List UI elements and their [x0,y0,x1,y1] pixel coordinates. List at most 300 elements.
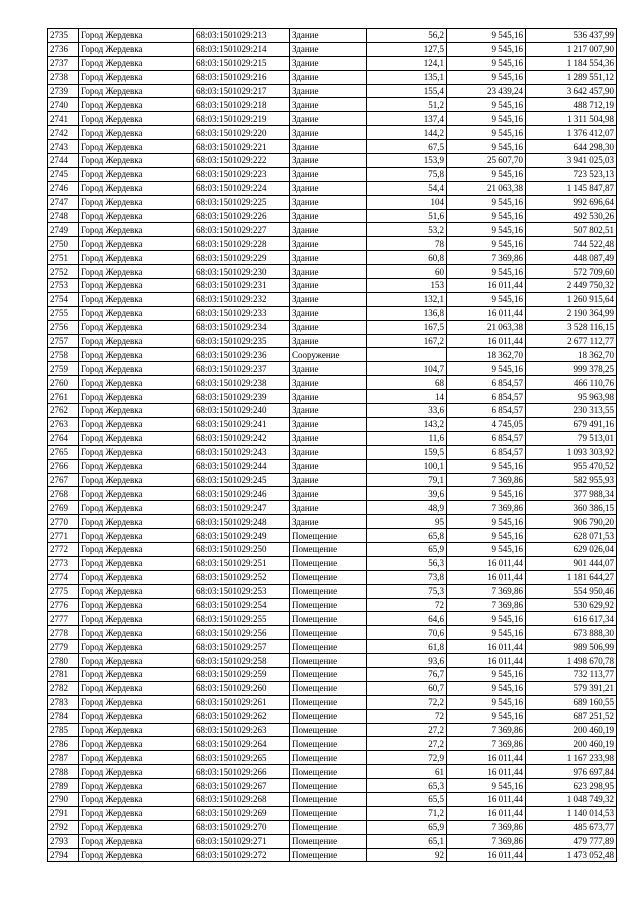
cadastral-number-cell: 68:03:1501029:233 [194,306,290,320]
area-cell: 104,7 [367,362,447,376]
row-number: 2745 [48,167,79,181]
area-cell: 127,5 [367,42,447,56]
locality-cell: Город Жердевка [79,806,194,820]
cadastral-value-cell: 579 391,21 [526,681,617,695]
object-type-cell: Сооружение [290,348,367,362]
area-cell: 72,9 [367,751,447,765]
object-type-cell: Здание [290,417,367,431]
object-type-cell: Здание [290,473,367,487]
cadastral-number-cell: 68:03:1501029:227 [194,223,290,237]
object-type-cell: Здание [290,334,367,348]
unit-value-cell: 25 607,70 [447,154,526,168]
object-type-cell: Помещение [290,598,367,612]
unit-value-cell: 9 545,16 [447,709,526,723]
cadastral-value-cell: 488 712,19 [526,98,617,112]
area-cell: 61 [367,765,447,779]
area-cell: 48,9 [367,501,447,515]
cadastral-number-cell: 68:03:1501029:235 [194,334,290,348]
row-number: 2765 [48,445,79,459]
table-row [48,529,617,543]
area-cell: 79,1 [367,473,447,487]
unit-value-cell: 9 545,16 [447,779,526,793]
object-type-cell: Здание [290,515,367,529]
object-type-cell: Помещение [290,654,367,668]
cadastral-value-cell: 1 260 915,64 [526,292,617,306]
cadastral-value-cell: 492 530,26 [526,209,617,223]
object-type-cell: Здание [290,362,367,376]
area-cell: 65,9 [367,542,447,556]
row-number: 2784 [48,709,79,723]
cadastral-value-cell: 2 190 364,99 [526,306,617,320]
object-type-cell: Здание [290,251,367,265]
cadastral-number-cell: 68:03:1501029:217 [194,84,290,98]
table-row [48,806,617,820]
row-number: 2736 [48,42,79,56]
cadastral-value-cell: 1 217 007,90 [526,42,617,56]
unit-value-cell: 9 545,16 [447,140,526,154]
row-number: 2785 [48,723,79,737]
area-cell: 137,4 [367,112,447,126]
table-row [48,417,617,431]
unit-value-cell: 9 545,16 [447,487,526,501]
area-cell: 61,8 [367,640,447,654]
unit-value-cell: 9 545,16 [447,167,526,181]
unit-value-cell: 6 854,57 [447,431,526,445]
cadastral-value-table [47,28,617,862]
cadastral-value-cell: 689 160,55 [526,695,617,709]
locality-cell: Город Жердевка [79,154,194,168]
cadastral-number-cell: 68:03:1501029:271 [194,834,290,848]
unit-value-cell: 16 011,44 [447,751,526,765]
area-cell: 132,1 [367,292,447,306]
cadastral-number-cell: 68:03:1501029:232 [194,292,290,306]
cadastral-number-cell: 68:03:1501029:225 [194,195,290,209]
unit-value-cell: 9 545,16 [447,42,526,56]
cadastral-number-cell: 68:03:1501029:230 [194,265,290,279]
area-cell: 60,7 [367,681,447,695]
locality-cell: Город Жердевка [79,765,194,779]
row-number: 2789 [48,779,79,793]
cadastral-value-cell: 679 491,16 [526,417,617,431]
unit-value-cell: 9 545,16 [447,515,526,529]
object-type-cell: Здание [290,320,367,334]
row-number: 2786 [48,737,79,751]
locality-cell: Город Жердевка [79,431,194,445]
object-type-cell: Здание [290,265,367,279]
unit-value-cell: 7 369,86 [447,598,526,612]
unit-value-cell: 16 011,44 [447,556,526,570]
row-number: 2762 [48,404,79,418]
locality-cell: Город Жердевка [79,695,194,709]
row-number: 2777 [48,612,79,626]
object-type-cell: Помещение [290,542,367,556]
table-row [48,84,617,98]
table-row [48,584,617,598]
locality-cell: Город Жердевка [79,265,194,279]
table-row [48,237,617,251]
cadastral-number-cell: 68:03:1501029:247 [194,501,290,515]
locality-cell: Город Жердевка [79,334,194,348]
cadastral-value-cell: 673 888,30 [526,626,617,640]
cadastral-number-cell: 68:03:1501029:269 [194,806,290,820]
unit-value-cell: 9 545,16 [447,542,526,556]
cadastral-number-cell: 68:03:1501029:238 [194,376,290,390]
row-number: 2782 [48,681,79,695]
object-type-cell: Здание [290,181,367,195]
row-number: 2783 [48,695,79,709]
cadastral-number-cell: 68:03:1501029:255 [194,612,290,626]
cadastral-number-cell: 68:03:1501029:249 [194,529,290,543]
area-cell: 93,6 [367,654,447,668]
cadastral-number-cell: 68:03:1501029:259 [194,667,290,681]
cadastral-number-cell: 68:03:1501029:216 [194,70,290,84]
cadastral-value-cell: 507 802,51 [526,223,617,237]
unit-value-cell: 9 545,16 [447,667,526,681]
area-cell: 76,7 [367,667,447,681]
unit-value-cell: 21 063,38 [447,320,526,334]
cadastral-number-cell: 68:03:1501029:213 [194,29,290,43]
row-number: 2750 [48,237,79,251]
object-type-cell: Здание [290,292,367,306]
row-number: 2790 [48,792,79,806]
unit-value-cell: 9 545,16 [447,362,526,376]
area-cell: 67,5 [367,140,447,154]
locality-cell: Город Жердевка [79,376,194,390]
cadastral-value-cell: 1 181 644,27 [526,570,617,584]
cadastral-value-cell: 1 473 052,48 [526,848,617,862]
area-cell: 75,3 [367,584,447,598]
object-type-cell: Помещение [290,820,367,834]
row-number: 2751 [48,251,79,265]
area-cell: 71,2 [367,806,447,820]
area-cell: 73,8 [367,570,447,584]
cadastral-value-cell: 1 498 670,78 [526,654,617,668]
cadastral-value-cell: 1 167 233,98 [526,751,617,765]
locality-cell: Город Жердевка [79,112,194,126]
cadastral-value-cell: 976 697,84 [526,765,617,779]
locality-cell: Город Жердевка [79,445,194,459]
area-cell: 60 [367,265,447,279]
area-cell: 65,9 [367,820,447,834]
row-number: 2779 [48,640,79,654]
row-number: 2759 [48,362,79,376]
row-number: 2780 [48,654,79,668]
object-type-cell: Помещение [290,695,367,709]
row-number: 2738 [48,70,79,84]
object-type-cell: Здание [290,140,367,154]
locality-cell: Город Жердевка [79,737,194,751]
object-type-cell: Здание [290,279,367,293]
cadastral-value-cell: 1 376 412,07 [526,126,617,140]
row-number: 2760 [48,376,79,390]
unit-value-cell: 16 011,44 [447,654,526,668]
table-row [48,501,617,515]
area-cell: 27,2 [367,737,447,751]
cadastral-number-cell: 68:03:1501029:260 [194,681,290,695]
cadastral-number-cell: 68:03:1501029:215 [194,56,290,70]
cadastral-value-cell: 999 378,25 [526,362,617,376]
locality-cell: Город Жердевка [79,834,194,848]
row-number: 2787 [48,751,79,765]
locality-cell: Город Жердевка [79,320,194,334]
row-number: 2788 [48,765,79,779]
area-cell: 159,5 [367,445,447,459]
area-cell: 155,4 [367,84,447,98]
locality-cell: Город Жердевка [79,348,194,362]
cadastral-number-cell: 68:03:1501029:237 [194,362,290,376]
row-number: 2739 [48,84,79,98]
cadastral-number-cell: 68:03:1501029:240 [194,404,290,418]
cadastral-number-cell: 68:03:1501029:256 [194,626,290,640]
area-cell: 51,2 [367,98,447,112]
cadastral-number-cell: 68:03:1501029:246 [194,487,290,501]
unit-value-cell: 16 011,44 [447,848,526,862]
cadastral-number-cell: 68:03:1501029:261 [194,695,290,709]
cadastral-value-cell: 1 093 303,92 [526,445,617,459]
area-cell: 56,2 [367,29,447,43]
object-type-cell: Здание [290,167,367,181]
locality-cell: Город Жердевка [79,612,194,626]
area-cell: 14 [367,390,447,404]
table-row [48,737,617,751]
cadastral-number-cell: 68:03:1501029:252 [194,570,290,584]
locality-cell: Город Жердевка [79,848,194,862]
table-row [48,695,617,709]
cadastral-value-cell: 2 449 750,32 [526,279,617,293]
row-number: 2770 [48,515,79,529]
unit-value-cell: 9 545,16 [447,195,526,209]
area-cell: 27,2 [367,723,447,737]
area-cell: 11,6 [367,431,447,445]
locality-cell: Город Жердевка [79,140,194,154]
unit-value-cell: 7 369,86 [447,473,526,487]
table-row [48,306,617,320]
cadastral-number-cell: 68:03:1501029:250 [194,542,290,556]
row-number: 2749 [48,223,79,237]
area-cell: 54,4 [367,181,447,195]
unit-value-cell: 6 854,57 [447,376,526,390]
object-type-cell: Помещение [290,556,367,570]
table-row [48,515,617,529]
object-type-cell: Здание [290,445,367,459]
cadastral-number-cell: 68:03:1501029:270 [194,820,290,834]
row-number: 2753 [48,279,79,293]
unit-value-cell: 21 063,38 [447,181,526,195]
row-number: 2746 [48,181,79,195]
locality-cell: Город Жердевка [79,181,194,195]
cadastral-value-cell: 200 460,19 [526,723,617,737]
table-row [48,792,617,806]
locality-cell: Город Жердевка [79,626,194,640]
cadastral-value-cell: 992 696,64 [526,195,617,209]
row-number: 2744 [48,154,79,168]
locality-cell: Город Жердевка [79,42,194,56]
unit-value-cell: 9 545,16 [447,265,526,279]
cadastral-number-cell: 68:03:1501029:229 [194,251,290,265]
cadastral-number-cell: 68:03:1501029:224 [194,181,290,195]
table-row [48,834,617,848]
cadastral-value-cell: 623 298,95 [526,779,617,793]
locality-cell: Город Жердевка [79,29,194,43]
cadastral-number-cell: 68:03:1501029:239 [194,390,290,404]
area-cell: 92 [367,848,447,862]
cadastral-value-cell: 2 677 112,77 [526,334,617,348]
row-number: 2758 [48,348,79,362]
locality-cell: Город Жердевка [79,292,194,306]
cadastral-number-cell: 68:03:1501029:272 [194,848,290,862]
row-number: 2741 [48,112,79,126]
cadastral-number-cell: 68:03:1501029:257 [194,640,290,654]
table-row [48,42,617,56]
table-body [48,29,617,862]
table-row [48,820,617,834]
object-type-cell: Помещение [290,626,367,640]
object-type-cell: Помещение [290,640,367,654]
row-number: 2748 [48,209,79,223]
table-row [48,556,617,570]
cadastral-number-cell: 68:03:1501029:220 [194,126,290,140]
cadastral-value-cell: 723 523,13 [526,167,617,181]
locality-cell: Город Жердевка [79,515,194,529]
table-row [48,334,617,348]
unit-value-cell: 6 854,57 [447,445,526,459]
cadastral-value-cell: 377 988,34 [526,487,617,501]
area-cell: 72 [367,709,447,723]
table-row [48,154,617,168]
table-row [48,848,617,862]
cadastral-number-cell: 68:03:1501029:244 [194,459,290,473]
cadastral-value-cell: 230 313,55 [526,404,617,418]
area-cell: 60,8 [367,251,447,265]
unit-value-cell: 7 369,86 [447,737,526,751]
cadastral-value-cell: 687 251,52 [526,709,617,723]
cadastral-value-cell: 1 289 551,12 [526,70,617,84]
area-cell: 65,1 [367,834,447,848]
table-row [48,626,617,640]
unit-value-cell: 9 545,16 [447,126,526,140]
unit-value-cell: 9 545,16 [447,237,526,251]
table-row [48,98,617,112]
area-cell: 75,8 [367,167,447,181]
locality-cell: Город Жердевка [79,654,194,668]
locality-cell: Город Жердевка [79,98,194,112]
unit-value-cell: 9 545,16 [447,98,526,112]
cadastral-value-cell: 1 311 504,98 [526,112,617,126]
unit-value-cell: 7 369,86 [447,501,526,515]
table-row [48,223,617,237]
unit-value-cell: 16 011,44 [447,806,526,820]
object-type-cell: Здание [290,195,367,209]
table-row [48,445,617,459]
object-type-cell: Помещение [290,681,367,695]
cadastral-value-cell: 616 617,34 [526,612,617,626]
locality-cell: Город Жердевка [79,417,194,431]
locality-cell: Город Жердевка [79,681,194,695]
unit-value-cell: 6 854,57 [447,404,526,418]
object-type-cell: Здание [290,459,367,473]
cadastral-value-cell: 582 955,93 [526,473,617,487]
locality-cell: Город Жердевка [79,70,194,84]
table-row [48,279,617,293]
row-number: 2766 [48,459,79,473]
table-row [48,459,617,473]
table-row [48,765,617,779]
row-number: 2768 [48,487,79,501]
unit-value-cell: 16 011,44 [447,765,526,779]
row-number: 2763 [48,417,79,431]
cadastral-number-cell: 68:03:1501029:263 [194,723,290,737]
row-number: 2740 [48,98,79,112]
object-type-cell: Здание [290,126,367,140]
locality-cell: Город Жердевка [79,820,194,834]
object-type-cell: Здание [290,431,367,445]
row-number: 2781 [48,667,79,681]
row-number: 2776 [48,598,79,612]
locality-cell: Город Жердевка [79,390,194,404]
cadastral-number-cell: 68:03:1501029:223 [194,167,290,181]
object-type-cell: Помещение [290,792,367,806]
cadastral-number-cell: 68:03:1501029:258 [194,654,290,668]
cadastral-value-cell: 744 522,48 [526,237,617,251]
cadastral-value-cell: 732 113,77 [526,667,617,681]
locality-cell: Город Жердевка [79,56,194,70]
object-type-cell: Помещение [290,779,367,793]
locality-cell: Город Жердевка [79,195,194,209]
table-row [48,320,617,334]
cadastral-number-cell: 68:03:1501029:245 [194,473,290,487]
object-type-cell: Здание [290,487,367,501]
object-type-cell: Здание [290,501,367,515]
cadastral-value-cell: 200 460,19 [526,737,617,751]
unit-value-cell: 9 545,16 [447,292,526,306]
unit-value-cell: 9 545,16 [447,223,526,237]
cadastral-value-cell: 3 642 457,90 [526,84,617,98]
cadastral-number-cell: 68:03:1501029:241 [194,417,290,431]
object-type-cell: Здание [290,306,367,320]
locality-cell: Город Жердевка [79,501,194,515]
table-row [48,723,617,737]
table-row [48,404,617,418]
cadastral-value-cell: 1 184 554,36 [526,56,617,70]
area-cell: 65,5 [367,792,447,806]
table-row [48,473,617,487]
table-row [48,612,617,626]
area-cell: 167,5 [367,320,447,334]
unit-value-cell: 6 854,57 [447,390,526,404]
locality-cell: Город Жердевка [79,473,194,487]
row-number: 2772 [48,542,79,556]
unit-value-cell: 7 369,86 [447,820,526,834]
area-cell: 39,6 [367,487,447,501]
cadastral-number-cell: 68:03:1501029:243 [194,445,290,459]
table-row [48,195,617,209]
object-type-cell: Здание [290,29,367,43]
unit-value-cell: 16 011,44 [447,279,526,293]
unit-value-cell: 9 545,16 [447,695,526,709]
cadastral-number-cell: 68:03:1501029:218 [194,98,290,112]
table-row [48,292,617,306]
unit-value-cell: 9 545,16 [447,459,526,473]
table-row [48,29,617,43]
cadastral-value-cell: 3 941 025,03 [526,154,617,168]
area-cell: 72 [367,598,447,612]
row-number: 2757 [48,334,79,348]
row-number: 2742 [48,126,79,140]
locality-cell: Город Жердевка [79,279,194,293]
row-number: 2761 [48,390,79,404]
row-number: 2769 [48,501,79,515]
object-type-cell: Помещение [290,751,367,765]
